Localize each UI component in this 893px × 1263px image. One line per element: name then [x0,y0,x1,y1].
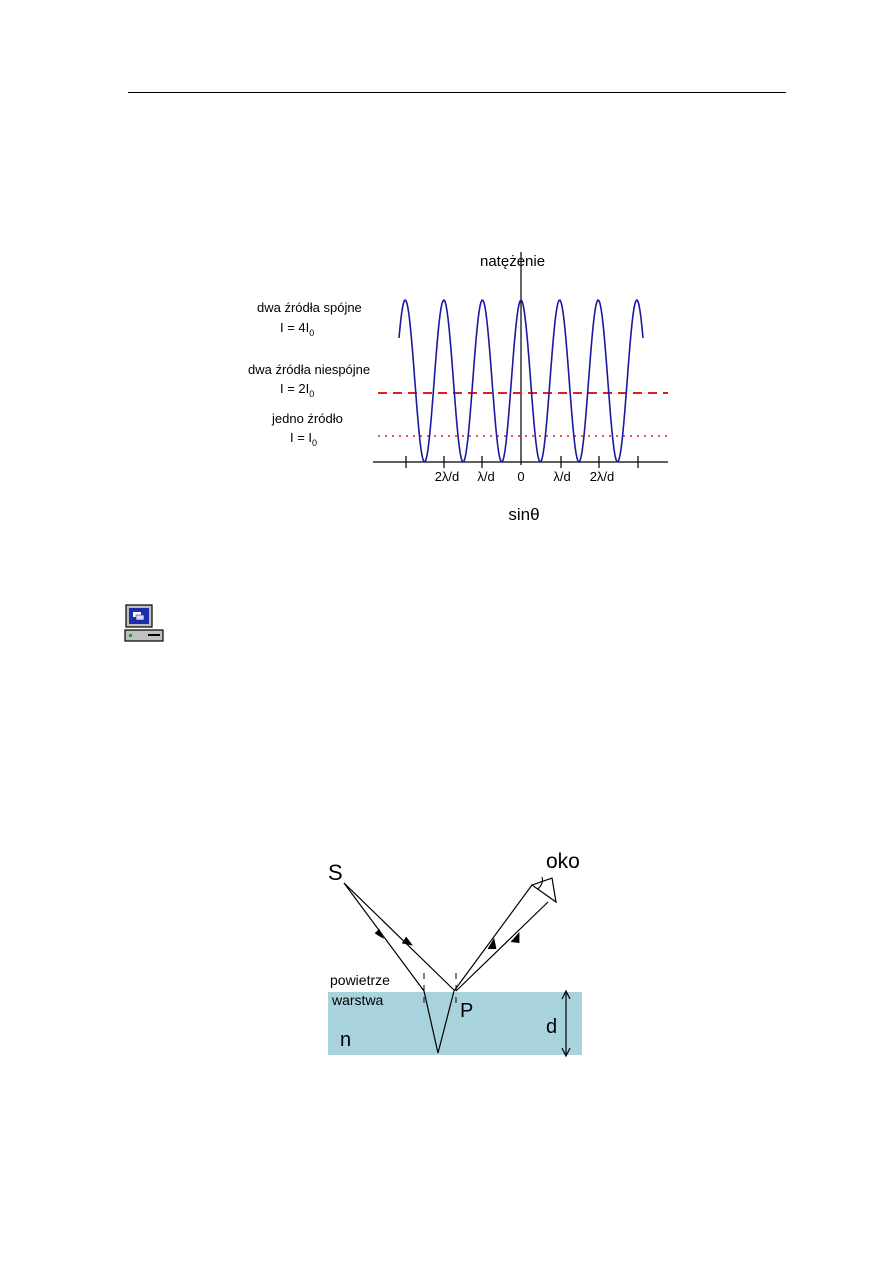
svg-text:dwa źródła niespójne: dwa źródła niespójne [248,362,371,377]
reflected-ray [456,902,548,991]
sin-axis-label: sinθ [508,505,540,524]
index-label: n [340,1029,352,1051]
thickness-label: d [546,1016,558,1038]
air-label: powietrze [330,972,390,988]
svg-text:dwa źródła spójne: dwa źródła spójne [257,300,362,315]
svg-text:jedno źródło: jedno źródło [272,411,343,426]
thin-film-figure [320,845,610,1065]
point-label: P [460,1000,474,1022]
source-label: S [328,860,343,885]
level-label-single [271,411,343,448]
svg-text:I = I0: $I = I_0$ [290,430,318,448]
svg-text:I = 4I0: $I = 4I_0$ [280,320,315,338]
tick-label: λ/d [477,469,495,484]
tick-label: λ/d [553,469,571,484]
reflected-ray [454,885,532,991]
svg-text:I = 2I0: $I = 2I_0$ [280,381,315,399]
computer-icon[interactable] [124,603,164,643]
level-label-incoherent [248,362,370,399]
eye-icon [532,878,556,902]
intensity-axis-label: natężenie [480,253,546,270]
layer-label: warstwa [332,992,384,1008]
header-rule [128,92,786,93]
tick-label: 0 [517,469,525,484]
tick-label: 2λ/d [589,469,615,484]
level-label-coherent [257,300,362,338]
tick-label: 2λ/d [434,469,460,484]
interference-figure [230,240,690,540]
eye-label: oko [546,850,580,873]
